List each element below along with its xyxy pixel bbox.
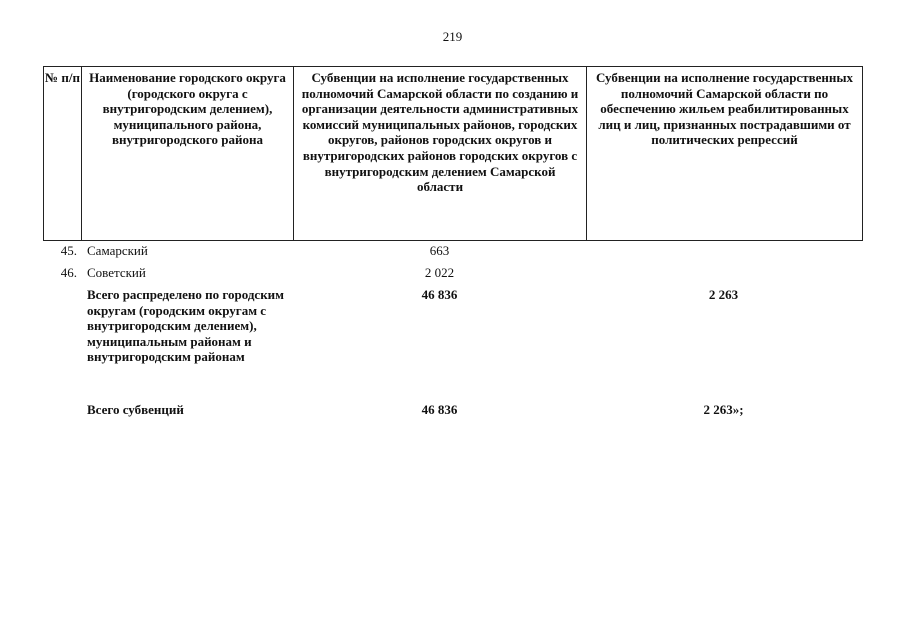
header-district-name: Наименование городского округа (городского округа с внутригородским делением), муниципального района, внутригородского района (82, 67, 294, 240)
header-subvention-commissions: Субвенции на исполнение государственных полномочий Самарской области по созданию и организации деятельности административных комиссий муниципальных районов, городских округов, районов городских округов и внутригородских районов городских округов с внутригородским делением Самарской области (294, 67, 587, 240)
total-subventions-housing: 2 263»; (703, 402, 744, 417)
row-value-commissions: 2 022 (424, 265, 455, 280)
total-distributed-label: Всего распределено по городским округам (городским округам с внутригородским делением), муниципальным районам и внутригородским районам (87, 287, 285, 365)
total-subventions-commissions: 46 836 (421, 402, 458, 417)
row-name: Самарский (87, 243, 148, 258)
header-number: № п/п (44, 67, 82, 240)
total-distributed-commissions: 46 836 (421, 287, 458, 302)
table-header (43, 66, 863, 241)
row-number: 46. (60, 265, 77, 280)
row-value-commissions: 663 (429, 243, 450, 258)
total-distributed-housing: 2 263 (708, 287, 739, 302)
page-number: 219 (442, 29, 463, 44)
total-subventions-label: Всего субвенций (87, 402, 184, 417)
row-number: 45. (60, 243, 77, 258)
row-name: Советский (87, 265, 146, 280)
header-subvention-housing: Субвенции на исполнение государственных полномочий Самарской области по обеспечению жильем реабилитированных лиц и лиц, признанных пострадавшими от политических репрессий (595, 70, 853, 148)
